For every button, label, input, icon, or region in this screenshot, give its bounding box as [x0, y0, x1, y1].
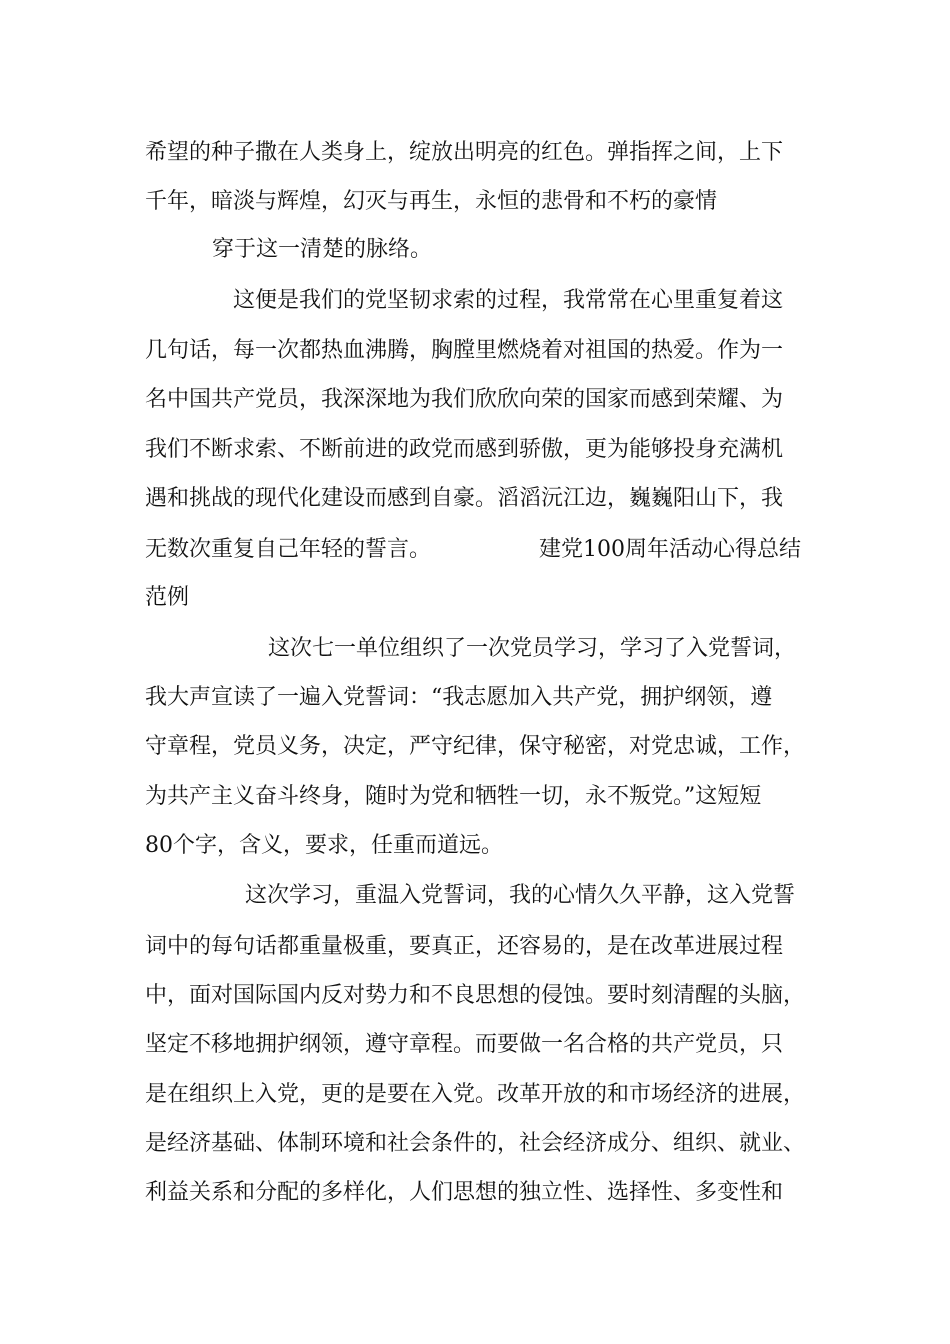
text-line: 词中的每句话都重量极重，要真正，还容易的，是在改革进展过程: [145, 934, 784, 959]
text-line: 利益关系和分配的多样化，人们思想的独立性、选择性、多变性和: [145, 1180, 784, 1205]
text-line: 我大声宣读了一遍入党誓词：“我志愿加入共产党，拥护纲领，遵: [145, 685, 773, 710]
text-line: 为共产主义奋斗终身，随时为党和牺牲一切，永不叛党。”这短短: [145, 784, 762, 809]
paragraph-start: 这次学习，重温入党誓词，我的心情久久平静，这入党誓: [245, 883, 796, 908]
text-line: 千年，暗淡与辉煌，幻灭与再生，永恒的悲骨和不朽的豪情: [145, 189, 718, 214]
text-line: 是经济基础、体制环境和社会条件的，社会经济成分、组织、就业、: [145, 1131, 806, 1156]
text-line: 中，面对国际国内反对势力和不良思想的侵蚀。要时刻清醒的头脑，: [145, 983, 806, 1008]
paragraph-start: 这便是我们的党坚韧求索的过程，我常常在心里重复着这: [233, 288, 784, 313]
text-line: 我们不断求索、不断前进的政党而感到骄傲，更为能够投身充满机: [145, 437, 784, 462]
text-line: 守章程，党员义务，决定，严守纪律，保守秘密，对党忠诚，工作，: [145, 734, 806, 759]
section-title: 建党100周年活动心得总结: [539, 537, 801, 562]
text-line: 名中国共产党员，我深深地为我们欣欣向荣的国家而感到荣耀、为: [145, 387, 784, 412]
text-line: 几句话，每一次都热血沸腾，胸膛里燃烧着对祖国的热爱。作为一: [145, 338, 784, 363]
text-line: 希望的种子撒在人类身上，绽放出明亮的红色。弹指挥之间，上下: [145, 140, 784, 165]
text-line: 遇和挑战的现代化建设而感到自豪。滔滔沅江边，巍巍阳山下，我: [145, 486, 784, 511]
text-line: 无数次重复自己年轻的誓言。: [145, 537, 432, 562]
text-line: 80个字，含义，要求，任重而道远。: [145, 833, 503, 858]
text-line: 坚定不移地拥护纲领，遵守章程。而要做一名合格的共产党员，只: [145, 1032, 784, 1057]
paragraph-start: 这次七一单位组织了一次党员学习，学习了入党誓词，: [268, 636, 797, 661]
text-line: 穿于这一清楚的脉络。: [212, 237, 433, 262]
text-line: 是在组织上入党，更的是要在入党。改革开放的和市场经济的进展，: [145, 1082, 806, 1107]
section-title-continued: 范例: [145, 585, 190, 610]
